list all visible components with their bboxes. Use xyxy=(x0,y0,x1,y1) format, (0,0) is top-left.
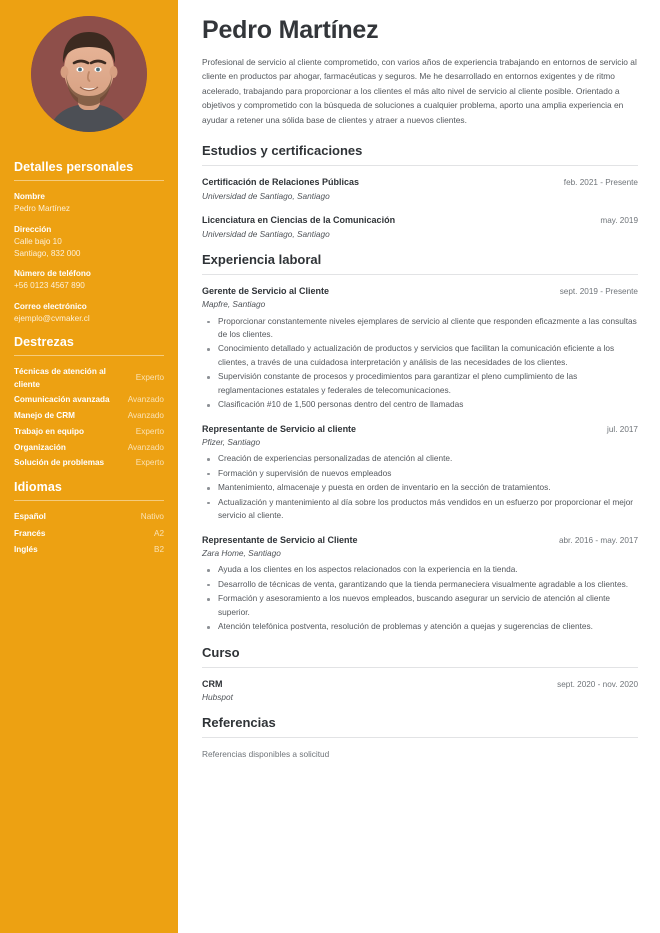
skill-name: Manejo de CRM xyxy=(14,411,75,421)
skills-list xyxy=(14,366,164,470)
skill-level: Experto xyxy=(135,373,164,383)
language-item xyxy=(14,544,164,557)
entry-header xyxy=(202,285,638,299)
entry-bullets xyxy=(202,452,638,522)
entry-title: Licenciatura en Ciencias de la Comunicación xyxy=(202,215,396,226)
entry-title: CRM xyxy=(202,678,223,689)
divider xyxy=(14,500,164,501)
entry-header xyxy=(202,214,638,228)
entry-title: Gerente de Servicio al Cliente xyxy=(202,285,330,296)
skill-level: Experto xyxy=(135,426,164,436)
skill-item xyxy=(14,394,164,407)
section-personal-details xyxy=(14,160,164,325)
references-heading: Referencias xyxy=(202,715,276,731)
section-course xyxy=(202,645,638,705)
bullet-item: Mantenimiento, almacenaje y puesta en orden de inventario en la sección de tratamientos. xyxy=(202,481,638,494)
entry-header xyxy=(202,423,638,437)
education-entry xyxy=(202,214,638,241)
profile-summary: Profesional de servicio al cliente comprometido, con varios años de experiencia trabajando en entornos de servicio al cliente en productos par ahogar, farmacéuticas y seguros. Me he desarrollado en entornos exigentes y de ritmo acelerado, trabajando para proporcionar a los clientes el más alto nivel de servicio al cliente posible. Orientado a objetivos y comprometido con la búsqueda de soluciones a cualquier problema, aporto una amplia experiencia en ayudar a retener una sólida base de clientes y atraer a nuevos clientes. xyxy=(202,57,637,125)
skill-name: Organización xyxy=(14,442,66,452)
skill-item xyxy=(14,410,164,423)
skill-item xyxy=(14,457,164,470)
entry-date: feb. 2021 - Presente xyxy=(563,178,638,188)
detail-value: Pedro Martínez xyxy=(14,203,70,213)
experience-entry xyxy=(202,534,638,634)
divider xyxy=(14,180,164,181)
entry-subtitle: Mapfre, Santiago xyxy=(202,299,266,310)
divider xyxy=(202,737,638,738)
detail-telefono xyxy=(14,268,164,292)
bullet-item: Proporcionar constantemente niveles ejemplares de servicio al cliente que responden eficazmente a las consultas de los clientes. xyxy=(202,315,638,342)
entry-subtitle: Universidad de Santiago, Santiago xyxy=(202,228,330,239)
avatar xyxy=(31,16,147,132)
references-text: Referencias disponibles a solicitud xyxy=(202,749,330,760)
detail-label: Número de teléfono xyxy=(14,269,91,279)
skills-heading: Destrezas xyxy=(14,335,74,350)
divider xyxy=(14,355,164,356)
bullet-item: Formación y asesoramiento a los nuevos empleados, buscando asegurar un servicio de atención al cliente superior. xyxy=(202,592,638,619)
avatar-container xyxy=(14,0,164,150)
course-entry xyxy=(202,678,638,705)
entry-subtitle: Pfizer, Santiago xyxy=(202,437,261,448)
page-title: Pedro Martínez xyxy=(202,16,379,44)
main-content xyxy=(178,0,660,933)
language-name: Inglés xyxy=(14,545,38,555)
education-heading: Estudios y certificaciones xyxy=(202,143,363,159)
skill-name: Trabajo en equipo xyxy=(14,426,85,436)
skill-item xyxy=(14,366,164,391)
entry-date: sept. 2020 - nov. 2020 xyxy=(557,679,638,689)
language-level: A2 xyxy=(153,528,164,538)
detail-correo xyxy=(14,301,164,325)
language-item xyxy=(14,511,164,524)
languages-heading: Idiomas xyxy=(14,479,62,494)
skill-name: Comunicación avanzada xyxy=(14,395,110,405)
entry-header xyxy=(202,534,638,548)
section-experience xyxy=(202,252,638,634)
entry-title: Representante de Servicio al cliente xyxy=(202,423,357,434)
profile-photo-icon xyxy=(31,16,147,132)
entry-subtitle: Universidad de Santiago, Santiago xyxy=(202,190,330,201)
language-level: B2 xyxy=(153,545,164,555)
skill-item xyxy=(14,442,164,455)
skill-level: Avanzado xyxy=(127,411,164,421)
entry-title: Representante de Servicio al Cliente xyxy=(202,534,358,545)
language-item xyxy=(14,528,164,541)
detail-value-line-2: Santiago, 832 000 xyxy=(14,248,81,258)
skill-level: Avanzado xyxy=(127,442,164,452)
entry-title: Certificación de Relaciones Públicas xyxy=(202,177,360,188)
section-education xyxy=(202,143,638,241)
bullet-item: Supervisión constante de procesos y procedimientos para garantizar el pleno cumplimiento de las reglamentaciones estatales y federales de telecomunicaciones. xyxy=(202,370,638,397)
entry-subtitle: Zara Home, Santiago xyxy=(202,548,281,559)
skill-item xyxy=(14,426,164,439)
divider xyxy=(202,274,638,275)
detail-label: Dirección xyxy=(14,224,52,234)
entry-header xyxy=(202,176,638,190)
skill-level: Avanzado xyxy=(127,395,164,405)
bullet-item: Conocimiento detallado y actualización de productos y servicios que facilitan la comunicación eficiente a los clientes, a través de una cuidadosa interpretación y análisis de las necesidades de los clientes. xyxy=(202,342,638,369)
entry-date: jul. 2017 xyxy=(607,424,638,434)
bullet-item: Ayuda a los clientes en los aspectos relacionados con la experiencia en la tienda. xyxy=(202,563,638,576)
skill-name: Técnicas de atención al cliente xyxy=(14,367,106,389)
entry-bullets xyxy=(202,563,638,633)
divider xyxy=(202,667,638,668)
skill-name: Solución de problemas xyxy=(14,458,105,468)
course-heading: Curso xyxy=(202,644,240,660)
section-references xyxy=(202,715,638,761)
bullet-item: Desarrollo de técnicas de venta, garantizando que la tienda permaneciera visualmente agradable a los clientes. xyxy=(202,578,638,591)
detail-label: Correo electrónico xyxy=(14,302,87,312)
language-level: Nativo xyxy=(140,511,164,521)
entry-bullets xyxy=(202,315,638,412)
personal-details-heading: Detalles personales xyxy=(14,160,134,174)
detail-label: Nombre xyxy=(14,192,45,201)
detail-value: +56 0123 4567 890 xyxy=(14,281,85,291)
detail-value: ejemplo@cvmaker.cl xyxy=(14,314,90,324)
experience-entry xyxy=(202,285,638,412)
bullet-item: Creación de experiencias personalizadas de atención al cliente. xyxy=(202,452,638,465)
entry-header xyxy=(202,678,638,692)
language-name: Español xyxy=(14,511,46,521)
section-languages xyxy=(14,480,164,557)
sidebar xyxy=(0,0,178,933)
bullet-item: Actualización y mantenimiento al día sobre los productos más vendidos en un esfuerzo por proporcionar el mejor servicio al cliente. xyxy=(202,496,638,523)
detail-nombre xyxy=(14,191,164,215)
bullet-item: Atención telefónica postventa, resolución de problemas y atención a quejas y sugerencias de clientes. xyxy=(202,620,638,633)
bullet-item: Clasificación #10 de 1,500 personas dentro del centro de llamadas xyxy=(202,398,638,411)
education-entry xyxy=(202,176,638,203)
detail-direccion xyxy=(14,224,164,260)
entry-subtitle: Hubspot xyxy=(202,692,233,703)
entry-date: abr. 2016 - may. 2017 xyxy=(558,535,638,545)
section-skills xyxy=(14,335,164,470)
language-name: Francés xyxy=(14,528,46,538)
entry-date: sept. 2019 - Presente xyxy=(559,286,638,296)
entry-date: may. 2019 xyxy=(600,216,638,226)
detail-value-line-1: Calle bajo 10 xyxy=(14,236,62,246)
bullet-item: Formación y supervisión de nuevos empleados xyxy=(202,467,638,480)
divider xyxy=(202,165,638,166)
experience-entry xyxy=(202,423,638,523)
skill-level: Experto xyxy=(135,458,164,468)
languages-list xyxy=(14,511,164,557)
experience-heading: Experiencia laboral xyxy=(202,251,322,267)
